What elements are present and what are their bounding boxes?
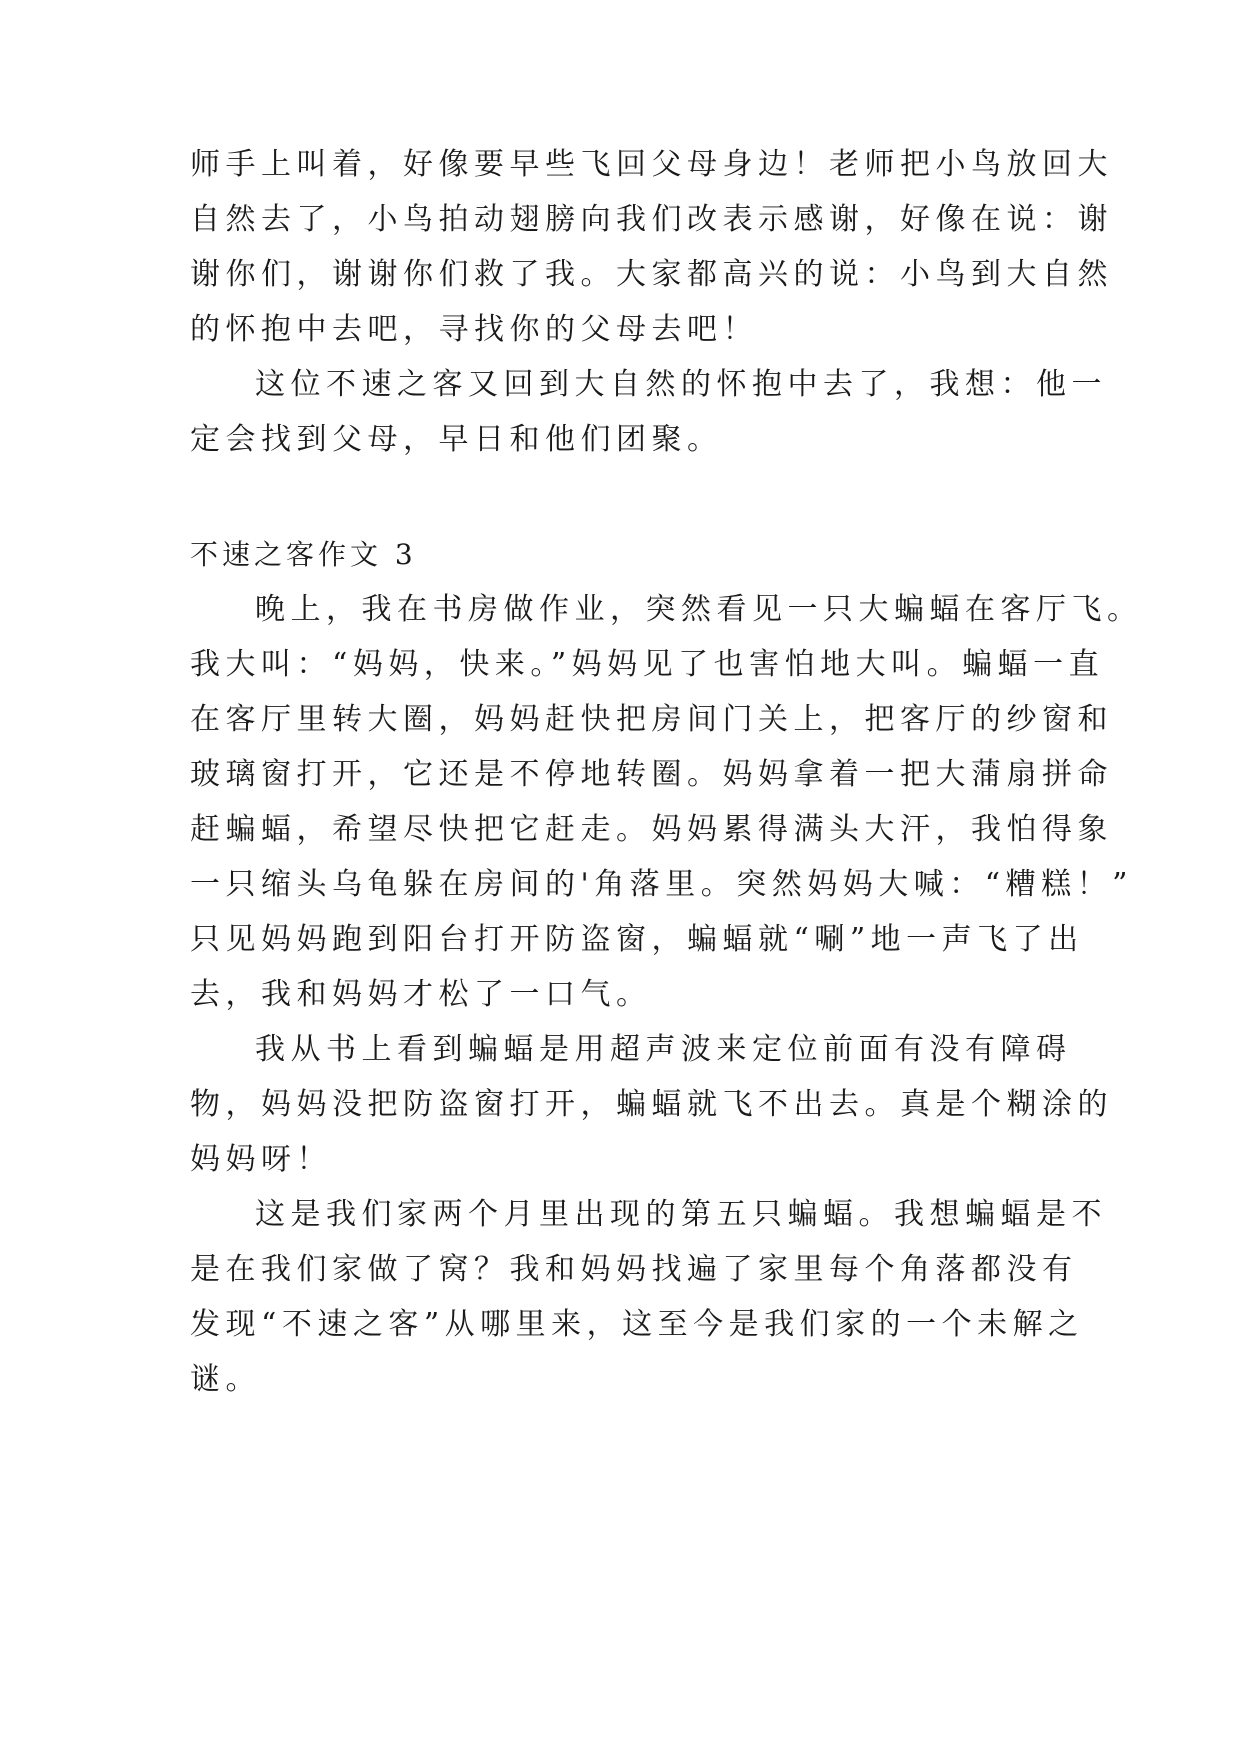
paragraph-1-line-1: 师手上叫着，好像要早些飞回父母身边！老师把小鸟放回大: [190, 147, 1113, 182]
paragraph-3-line-3: 在客厅里转大圈，妈妈赶快把房间门关上，把客厅的纱窗和: [190, 702, 1113, 737]
paragraph-3-line-5: 赶蝙蝠，希望尽快把它赶走。妈妈累得满头大汗，我怕得象: [190, 812, 1113, 847]
paragraph-3-line-7: 只见妈妈跑到阳台打开防盗窗，蝙蝠就“唰”地一声飞了出: [190, 922, 1084, 957]
paragraph-1-line-2: 自然去了，小鸟拍动翅膀向我们改表示感谢，好像在说：谢: [190, 202, 1113, 237]
paragraph-4-line-3: 妈妈呀！: [190, 1142, 332, 1177]
paragraph-5-line-4: 谜。: [190, 1362, 261, 1397]
paragraph-3-line-2: 我大叫：“妈妈，快来。”妈妈见了也害怕地大叫。蝙蝠一直: [190, 647, 1105, 682]
paragraph-3-line-6: 一只缩头乌龟躲在房间的'角落里。突然妈妈大喊：“糟糕！”: [190, 867, 1133, 902]
paragraph-2-line-1: 这位不速之客又回到大自然的怀抱中去了，我想：他一: [255, 367, 1107, 402]
paragraph-4-line-2: 物，妈妈没把防盗窗打开，蝙蝠就飞不出去。真是个糊涂的: [190, 1087, 1113, 1122]
paragraph-3-line-4: 玻璃窗打开，它还是不停地转圈。妈妈拿着一把大蒲扇拼命: [190, 757, 1113, 792]
paragraph-1-line-3: 谢你们，谢谢你们救了我。大家都高兴的说：小鸟到大自然: [190, 257, 1113, 292]
paragraph-5-line-2: 是在我们家做了窝？我和妈妈找遍了家里每个角落都没有: [190, 1252, 1078, 1287]
paragraph-3-line-8: 去，我和妈妈才松了一口气。: [190, 977, 652, 1012]
paragraph-5-line-3: 发现“不速之客”从哪里来，这至今是我们家的一个未解之: [190, 1307, 1084, 1342]
section-heading: 不速之客作文 3: [190, 538, 417, 571]
paragraph-4-line-1: 我从书上看到蝙蝠是用超声波来定位前面有没有障碍: [255, 1032, 1072, 1067]
paragraph-3-line-1: 晚上，我在书房做作业，突然看见一只大蝙蝠在客厅飞。: [255, 592, 1143, 627]
paragraph-2-line-2: 定会找到父母，早日和他们团聚。: [190, 422, 723, 457]
paragraph-1-line-4: 的怀抱中去吧，寻找你的父母去吧！: [190, 312, 758, 347]
paragraph-5-line-1: 这是我们家两个月里出现的第五只蝙蝠。我想蝙蝠是不: [255, 1197, 1107, 1232]
